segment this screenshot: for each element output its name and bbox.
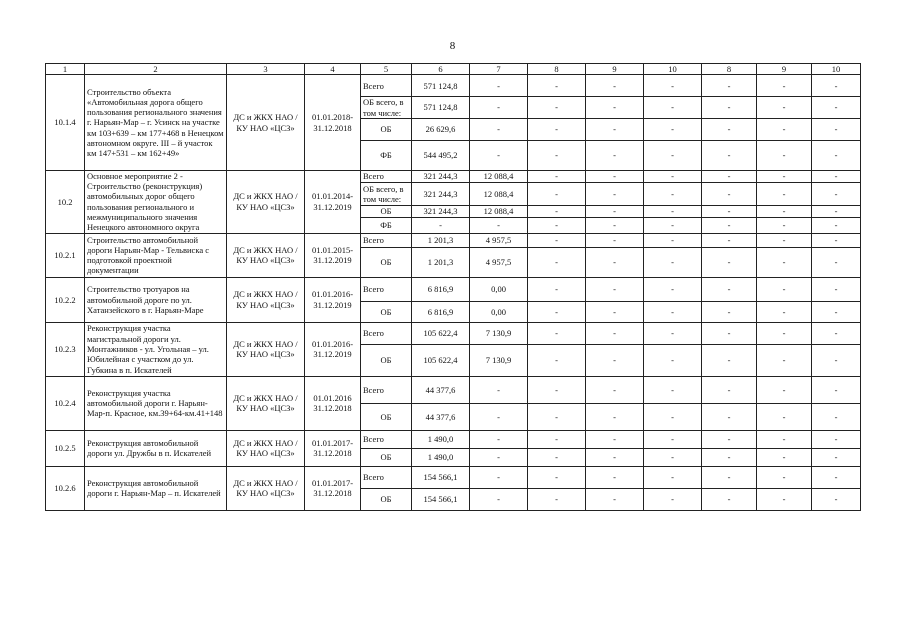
amount-cell: - [528,448,586,466]
amount-col7: - [470,140,528,170]
row-period: 01.01.2017-31.12.2018 [305,430,361,466]
amount-cell: - [812,430,861,448]
table-row [46,75,861,97]
row-code: 10.2 [46,170,85,233]
table-row [46,233,861,247]
amount-cell: - [757,322,812,344]
amount-cell: - [586,140,644,170]
amount-cell: - [586,75,644,97]
amount-col7: 12 088,4 [470,170,528,182]
amount-cell: - [644,301,702,322]
funding-source: ФБ [361,140,412,170]
amount-cell: - [812,466,861,488]
column-header: 8 [702,64,757,75]
amount-col6: 6 816,9 [412,301,470,322]
column-header: 1 [46,64,85,75]
table-row [46,376,861,403]
amount-cell: - [757,97,812,119]
funding-source: Всего [361,277,412,301]
amount-cell: - [702,170,757,182]
amount-cell: - [757,430,812,448]
amount-cell: - [644,182,702,205]
amount-cell: - [757,182,812,205]
amount-col7: 4 957,5 [470,233,528,247]
amount-cell: - [586,448,644,466]
amount-col6: - [412,217,470,233]
amount-col6: 105 622,4 [412,322,470,344]
amount-cell: - [644,140,702,170]
amount-col7: - [470,217,528,233]
amount-cell: - [644,75,702,97]
amount-col6: 571 124,8 [412,75,470,97]
row-period: 01.01.2014-31.12.2019 [305,170,361,233]
funding-source: ОБ [361,488,412,510]
amount-cell: - [702,301,757,322]
amount-cell: - [528,75,586,97]
amount-cell: - [586,217,644,233]
row-code: 10.2.5 [46,430,85,466]
amount-col6: 1 201,3 [412,247,470,277]
table-row [46,430,861,448]
amount-col6: 571 124,8 [412,97,470,119]
amount-col6: 154 566,1 [412,466,470,488]
amount-cell: - [528,344,586,376]
amount-cell: - [812,403,861,430]
amount-cell: - [757,118,812,140]
amount-col7: 7 130,9 [470,344,528,376]
amount-col6: 44 377,6 [412,403,470,430]
amount-cell: - [528,301,586,322]
amount-cell: - [812,182,861,205]
amount-cell: - [586,97,644,119]
amount-cell: - [528,217,586,233]
amount-col6: 105 622,4 [412,344,470,376]
amount-cell: - [757,247,812,277]
amount-cell: - [586,277,644,301]
funding-source: Всего [361,170,412,182]
amount-cell: - [812,247,861,277]
amount-cell: - [644,118,702,140]
amount-cell: - [702,97,757,119]
column-header: 7 [470,64,528,75]
amount-cell: - [812,344,861,376]
column-header: 2 [85,64,227,75]
amount-cell: - [528,466,586,488]
amount-cell: - [644,322,702,344]
amount-cell: - [528,97,586,119]
amount-col7: - [470,97,528,119]
amount-cell: - [528,247,586,277]
column-header: 6 [412,64,470,75]
amount-col6: 1 201,3 [412,233,470,247]
amount-cell: - [644,403,702,430]
funding-source: Всего [361,233,412,247]
amount-col7: - [470,488,528,510]
amount-cell: - [757,217,812,233]
amount-cell: - [812,118,861,140]
amount-col6: 1 490,0 [412,430,470,448]
amount-cell: - [702,205,757,217]
row-code: 10.2.3 [46,322,85,376]
amount-col6: 321 244,3 [412,170,470,182]
amount-cell: - [586,376,644,403]
amount-cell: - [812,140,861,170]
column-header: 10 [644,64,702,75]
amount-cell: - [702,277,757,301]
row-code: 10.1.4 [46,75,85,171]
amount-cell: - [586,322,644,344]
row-period: 01.01.2017-31.12.2018 [305,466,361,510]
column-header: 5 [361,64,412,75]
column-header: 8 [528,64,586,75]
funding-source: Всего [361,376,412,403]
amount-cell: - [644,430,702,448]
amount-cell: - [812,97,861,119]
row-executor: ДС и ЖКХ НАО / КУ НАО «ЦСЗ» [227,233,305,277]
row-executor: ДС и ЖКХ НАО / КУ НАО «ЦСЗ» [227,277,305,322]
amount-cell: - [586,182,644,205]
column-header: 3 [227,64,305,75]
amount-cell: - [757,488,812,510]
amount-cell: - [702,182,757,205]
amount-cell: - [644,205,702,217]
row-code: 10.2.6 [46,466,85,510]
amount-cell: - [812,75,861,97]
amount-cell: - [757,301,812,322]
funding-source: ОБ [361,118,412,140]
amount-col7: - [470,118,528,140]
row-executor: ДС и ЖКХ НАО / КУ НАО «ЦСЗ» [227,430,305,466]
amount-cell: - [644,344,702,376]
amount-col6: 44 377,6 [412,376,470,403]
amount-cell: - [702,118,757,140]
amount-cell: - [528,376,586,403]
amount-cell: - [702,322,757,344]
amount-cell: - [812,488,861,510]
table-row [46,277,861,301]
amount-cell: - [528,430,586,448]
amount-col6: 544 495,2 [412,140,470,170]
amount-cell: - [702,488,757,510]
amount-cell: - [757,466,812,488]
amount-cell: - [757,140,812,170]
amount-col6: 1 490,0 [412,448,470,466]
amount-cell: - [644,277,702,301]
row-period: 01.01.2015-31.12.2019 [305,233,361,277]
row-code: 10.2.1 [46,233,85,277]
row-code: 10.2.4 [46,376,85,430]
funding-source: ОБ [361,403,412,430]
amount-cell: - [644,466,702,488]
amount-col6: 26 629,6 [412,118,470,140]
funding-source: Всего [361,75,412,97]
amount-cell: - [586,170,644,182]
amount-cell: - [528,233,586,247]
amount-cell: - [812,277,861,301]
amount-cell: - [644,97,702,119]
amount-cell: - [644,217,702,233]
row-executor: ДС и ЖКХ НАО / КУ НАО «ЦСЗ» [227,322,305,376]
amount-cell: - [757,376,812,403]
amount-col7: - [470,376,528,403]
row-period: 01.01.2018-31.12.2018 [305,75,361,171]
table-row [46,466,861,488]
row-name: Основное мероприятие 2 - Строительство (реконструкция) автомобильных дорог общего пользования регионального и межмуниципального значения Ненецкого автономного округа [85,170,227,233]
row-name: Реконструкция участка магистральной дороги ул. Монтажников - ул. Угольная – ул. Юбилейная с участком до ул. Губкина в п. Искателей [85,322,227,376]
amount-cell: - [644,448,702,466]
amount-cell: - [644,247,702,277]
amount-col7: - [470,466,528,488]
amount-cell: - [702,75,757,97]
amount-cell: - [757,205,812,217]
amount-cell: - [812,322,861,344]
amount-cell: - [702,140,757,170]
amount-col7: - [470,430,528,448]
amount-cell: - [644,488,702,510]
row-executor: ДС и ЖКХ НАО / КУ НАО «ЦСЗ» [227,170,305,233]
funding-source: Всего [361,322,412,344]
amount-cell: - [812,448,861,466]
amount-cell: - [586,344,644,376]
row-name: Строительство автомобильной дороги Нарьян-Мар - Тельвиска с подготовкой проектной документации [85,233,227,277]
funding-source: ОБ [361,205,412,217]
amount-col6: 154 566,1 [412,488,470,510]
amount-cell: - [702,217,757,233]
amount-cell: - [702,448,757,466]
amount-col6: 321 244,3 [412,205,470,217]
amount-cell: - [702,344,757,376]
amount-cell: - [644,170,702,182]
amount-cell: - [702,247,757,277]
amount-cell: - [812,376,861,403]
amount-cell: - [812,301,861,322]
amount-cell: - [812,217,861,233]
program-table [45,63,861,511]
amount-cell: - [528,277,586,301]
funding-source: Всего [361,466,412,488]
row-name: Строительство тротуаров на автомобильной дороге по ул. Хатанзейского в г. Нарьян-Маре [85,277,227,322]
table-row [46,170,861,182]
row-executor: ДС и ЖКХ НАО / КУ НАО «ЦСЗ» [227,466,305,510]
amount-col7: 12 088,4 [470,182,528,205]
funding-source: Всего [361,430,412,448]
funding-source: ФБ [361,217,412,233]
amount-col6: 321 244,3 [412,182,470,205]
amount-cell: - [757,170,812,182]
amount-col6: 6 816,9 [412,277,470,301]
row-name: Строительство объекта «Автомобильная дорога общего пользования регионального значения г. Нарьян-Мар – г. Усинск на участке км 103+639 – км 177+468 в Ненецком автономном округе. III – й участок км 147+531 – км 162+49» [85,75,227,171]
amount-cell: - [644,233,702,247]
row-period: 01.01.2016 31.12.2018 [305,376,361,430]
amount-col7: - [470,448,528,466]
amount-cell: - [528,182,586,205]
page-number: 8 [449,40,456,52]
amount-cell: - [586,247,644,277]
amount-cell: - [644,376,702,403]
amount-cell: - [757,277,812,301]
amount-cell: - [757,448,812,466]
amount-cell: - [528,170,586,182]
funding-source: ОБ [361,247,412,277]
amount-cell: - [586,205,644,217]
row-name: Реконструкция автомобильной дороги г. Нарьян-Мар – п. Искателей [85,466,227,510]
amount-cell: - [812,170,861,182]
amount-cell: - [586,466,644,488]
amount-cell: - [757,344,812,376]
header-row [46,64,861,75]
amount-col7: 0,00 [470,277,528,301]
amount-cell: - [757,403,812,430]
funding-source: ОБ [361,448,412,466]
amount-cell: - [586,430,644,448]
row-name: Реконструкция автомобильной дороги ул. Дружбы в п. Искателей [85,430,227,466]
amount-cell: - [702,233,757,247]
column-header: 9 [586,64,644,75]
funding-source: ОБ всего, в том числе: [361,97,412,119]
amount-cell: - [528,403,586,430]
funding-source: ОБ [361,344,412,376]
amount-cell: - [586,403,644,430]
column-header: 10 [812,64,861,75]
amount-cell: - [586,118,644,140]
amount-cell: - [812,205,861,217]
row-period: 01.01.2016-31.12.2019 [305,322,361,376]
amount-col7: 12 088,4 [470,205,528,217]
amount-col7: - [470,75,528,97]
amount-cell: - [586,301,644,322]
table-body [46,75,861,510]
amount-cell: - [528,488,586,510]
amount-cell: - [702,430,757,448]
amount-col7: 4 957,5 [470,247,528,277]
amount-cell: - [586,233,644,247]
row-executor: ДС и ЖКХ НАО / КУ НАО «ЦСЗ» [227,75,305,171]
amount-cell: - [757,233,812,247]
amount-cell: - [528,140,586,170]
amount-cell: - [812,233,861,247]
row-name: Реконструкция участка автомобильной дороги г. Нарьян-Мар-п. Красное, км.39+64-км.41+148 [85,376,227,430]
table-row [46,322,861,344]
amount-cell: - [528,205,586,217]
amount-cell: - [702,466,757,488]
funding-source: ОБ всего, в том числе: [361,182,412,205]
amount-col7: 0,00 [470,301,528,322]
amount-col7: 7 130,9 [470,322,528,344]
funding-source: ОБ [361,301,412,322]
amount-col7: - [470,403,528,430]
amount-cell: - [702,376,757,403]
amount-cell: - [528,322,586,344]
row-executor: ДС и ЖКХ НАО / КУ НАО «ЦСЗ» [227,376,305,430]
amount-cell: - [528,118,586,140]
row-code: 10.2.2 [46,277,85,322]
amount-cell: - [702,403,757,430]
amount-cell: - [586,488,644,510]
column-header: 4 [305,64,361,75]
column-header: 9 [757,64,812,75]
row-period: 01.01.2016-31.12.2019 [305,277,361,322]
amount-cell: - [757,75,812,97]
